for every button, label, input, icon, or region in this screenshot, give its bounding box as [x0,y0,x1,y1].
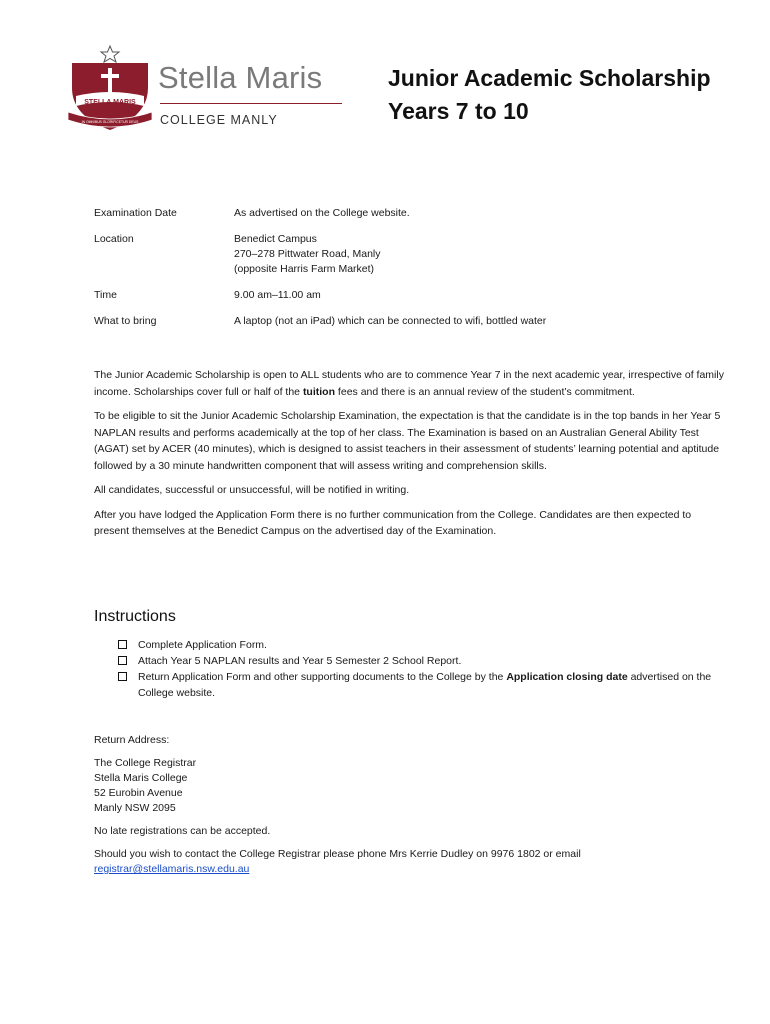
return-address [94,756,734,816]
paragraph-eligibility: To be eligible to sit the Junior Academic Scholarship Examination, the expectation is that the candidate is in the top bands in her Year 5 NAPLAN results and performs academically at the top of her class. The Examination is based on an Australian General Ability Test (AGAT) set by ACER (40 minutes), which is designed to assist teachers in their assessment of students’ learning potential and aptitude followed by a 30 minute handwritten component that will assess writing and comprehension skills. [94,410,721,472]
title-line-1: Junior Academic Scholarship [388,65,711,91]
checklist-text: Attach Year 5 NAPLAN results and Year 5 Semester 2 School Report. [138,655,462,667]
info-value: As advertised on the College website. [234,207,410,219]
info-label: Examination Date [94,207,177,219]
text-run: Return Application Form and other supporting documents to the College by the [138,671,507,683]
info-row-location [94,232,546,277]
checkbox-icon [118,656,127,665]
text-run: fees and there is an annual review of the student’s commitment. [335,385,635,398]
instructions-checklist [118,637,718,701]
info-value: A laptop (not an iPad) which can be connected to wifi, bottled water [234,315,547,327]
email-link[interactable]: registrar@stellamaris.nsw.edu.au [94,863,250,875]
body-text [94,367,724,548]
bold-text: Application closing date [506,671,628,683]
contact-text: Should you wish to contact the College Registrar please phone Mrs Kerrie Dudley on 9976 1802 or email [94,848,581,860]
title-line-2: Years 7 to 10 [388,98,529,124]
crest-text: STELLA MARIS [84,99,136,106]
info-row-what-to-bring [94,314,546,329]
address-line: Manly NSW 2095 [94,802,176,814]
info-row-date [94,206,546,221]
paragraph-after-lodging: After you have lodged the Application Form there is no further communication from the College. Candidates are then expected to present themselves at the Benedict Campus on the advertised day of the Examination. [94,508,692,537]
logo-subtitle: COLLEGE MANLY [160,113,278,127]
info-value: 9.00 am–11.00 am [234,289,321,301]
return-heading: Return Address: [94,734,170,746]
paragraph-notification: All candidates, successful or unsuccessful, will be notified in writing. [94,484,410,496]
info-row-time [94,288,546,303]
checkbox-icon [118,672,127,681]
paragraph-eligibility-intro [94,367,724,400]
address-line: The College Registrar [94,757,197,769]
checkbox-icon [118,640,127,649]
address-line: 52 Eurobin Avenue [94,787,183,799]
instructions-heading: Instructions [94,608,176,625]
no-late-note: No late registrations can be accepted. [94,825,271,837]
return-section [94,733,734,885]
checklist-item [118,669,718,701]
checklist-text: Complete Application Form. [138,639,267,651]
info-label: What to bring [94,315,157,327]
text-run: advertised on the College website. [138,671,712,699]
info-label: Time [94,289,117,301]
crest-icon [66,44,156,136]
info-value: Benedict Campus 270–278 Pittwater Road, Manly (opposite Harris Farm Market) [234,233,381,275]
exam-info-table [94,206,546,340]
checklist-text [138,669,718,701]
text-run: The Junior Academic Scholarship is open to ALL students who are to commence Year 7 in the next academic year, irrespective of family income. Scholarships cover full or half of the [94,369,724,398]
info-label: Location [94,233,134,245]
college-logo [66,44,346,136]
contact-paragraph [94,847,734,877]
logo-divider [160,103,342,104]
crest-motto: IN OMNIBUS GLORIFICETUR DEUS [81,120,139,124]
document-title [388,62,711,128]
logo-name: Stella Maris [158,60,323,95]
checklist-item [118,637,718,653]
checklist-item [118,653,718,669]
bold-text: tuition [302,385,336,398]
address-line: Stella Maris College [94,772,188,784]
